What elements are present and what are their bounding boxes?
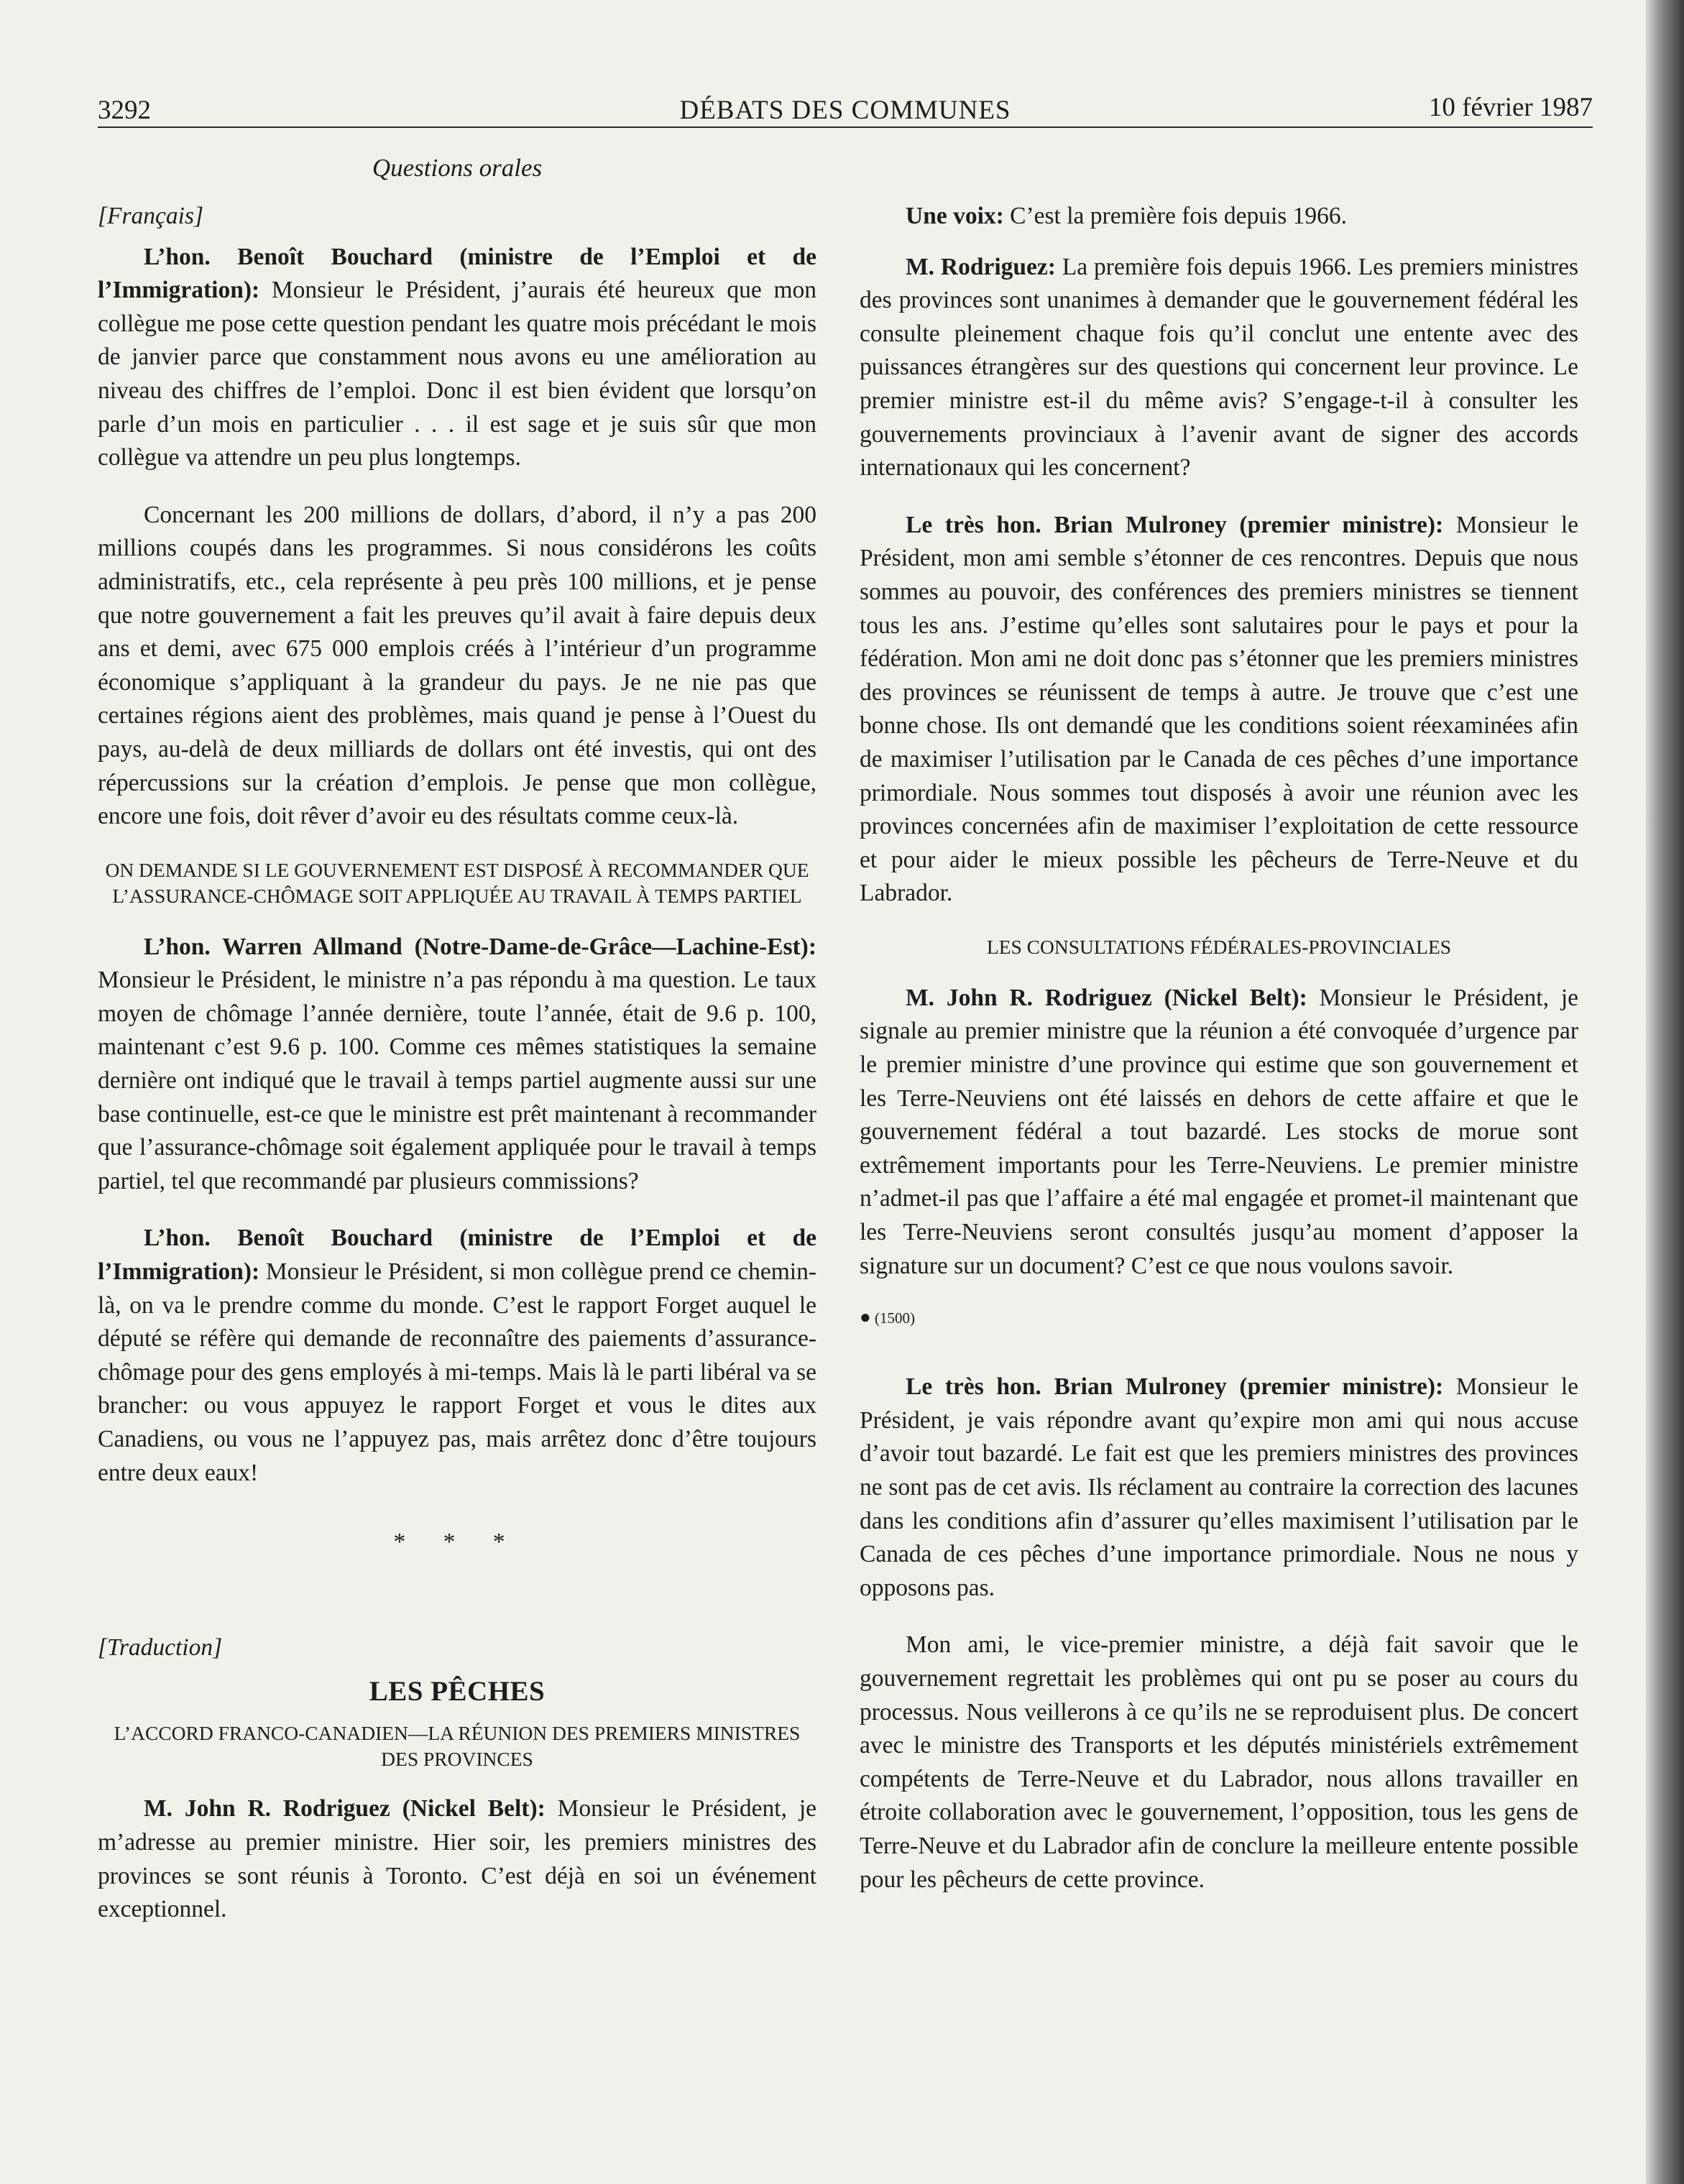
speech-text: Monsieur le Président, mon ami semble s’étonner de ces rencontres. Depuis que nous sommes au pouvoir, des conférences des premiers ministres se tiennent tous les ans. J’estime qu’elles sont salutaires pour le pays et pour la fédération. Mon ami ne doit donc pas s’étonner que les premiers ministres des provinces se réunissent de temps à autre. Je trouve que c’est une bonne chose. Ils ont demandé que les conditions soient réexaminées afin de maximiser l’utilisation par le Canada de ces pêches d’une importance primordiale. Nous sommes tout disposés à avoir une réunion avec les provinces concernées afin de maximiser l’exploitation de cette ressource et pour aider le mieux possible les pêcheurs de Terre-Neuve et du Labrador. — [860, 511, 1578, 907]
speaker-name: M. Rodriguez: — [906, 253, 1056, 280]
speech-text: Monsieur le Président, si mon collègue prend ce chemin-là, on va le prendre comme du monde. C’est le rapport Forget auquel le député se réfère qui demande de reconnaître des paiements d’assurance-chômage pour des gens employés à mi-temps. Mais là le parti libéral va se brancher: ou vous appuyez le rapport Forget et vous le dites aux Canadiens, ou vous ne l’appuyez pas, mais arrêtez donc d’être toujours entre deux eaux! — [98, 1258, 816, 1486]
speech-paragraph — [860, 1370, 1578, 1605]
speech-text: Monsieur le Président, j’aurais été heureux que mon collègue me pose cette question pendant les quatre mois précédant le mois de janvier parce que constamment nous avons eu une amélioration au niveau des chiffres de l’emploi. Donc il est bien évident que lorsqu’on parle d’un mois en particulier . . . il est sage et je suis sûr que mon collègue va attendre un peu plus longtemps. — [98, 277, 816, 471]
header-rule — [98, 126, 1593, 128]
speech-paragraph — [860, 982, 1578, 1283]
left-column — [98, 200, 816, 1950]
speech-paragraph: Concernant les 200 millions de dollars, d’abord, il n’y a pas 200 millions coupés dans les programmes. Si nous considérons les coûts administratifs, etc., cela représente à peu près 100 millions, et je pense que notre gouvernement a fait les preuves qu’il avait à faire depuis deux ans et demi, avec 675 000 emplois créés à l’intérieur d’un programme économique s’appliquant à la grandeur du pays. Je ne nie pas que certaines régions aient des problèmes, mais quand je pense à l’Ouest du pays, au-delà de deux milliards de dollars ont été investis, qui ont des répercussions sur la création d’emplois. Je pense que mon collègue, encore une fois, doit rêver d’avoir eu des résultats comme ceux-là. — [98, 501, 816, 830]
speaker-name: Une voix: — [906, 203, 1004, 229]
speech-paragraph — [98, 1792, 816, 1926]
speech-paragraph — [98, 931, 816, 1199]
book-page-edge — [1646, 0, 1684, 2184]
subtopic-heading: L’ACCORD FRANCO-CANADIEN—LA RÉUNION DES PREMIERS MINISTRES DES PROVINCES — [114, 1722, 801, 1771]
speaker-name: M. John R. Rodriguez (Nickel Belt): — [906, 984, 1307, 1011]
bullet-icon: ● — [860, 1307, 871, 1328]
speech-text: Monsieur le Président, je vais répondre avant qu’expire mon ami qui nous accuse d’avoir tout bazardé. Le fait est que les premiers ministres des provinces ne sont pas de cet avis. Ils réclament au contraire la correction des lacunes dans les conditions afin d’assurer qu’elles maximisent l’utilisation par le Canada de ces pêches d’une importance primordiale. Nous ne nous y opposons pas. — [860, 1373, 1578, 1601]
speech-paragraph — [860, 509, 1578, 911]
publication-title: DÉBATS DES COMMUNES — [679, 96, 1011, 125]
language-tag: [Français] — [98, 203, 204, 229]
speaker-name: Le très hon. Brian Mulroney (premier ministre): — [906, 511, 1444, 538]
speech-paragraph: Mon ami, le vice-premier ministre, a déjà fait savoir que le gouvernement regrettait les problèmes qui ont pu se poser au cours du processus. Nous veillerons à ce qu’ils ne se reproduisent plus. De concert avec le ministre des Transports et les députés ministériels extrêmement compétents de Terre-Neuve et du Labrador, nous allons travailler en étroite collaboration avec le gouvernement, l’opposition, tous les gens de Terre-Neuve et du Labrador afin de conclure la meilleure entente possible pour les pêcheurs de cette province. — [860, 1631, 1578, 1893]
speech-paragraph — [98, 1222, 816, 1490]
running-head — [98, 92, 1593, 128]
time-marker — [860, 1307, 1578, 1329]
topic-heading: ON DEMANDE SI LE GOUVERNEMENT EST DISPOSÉ À RECOMMANDER QUE L’ASSURANCE-CHÔMAGE SOIT APPLIQUÉE AU TRAVAIL À TEMPS PARTIEL — [105, 858, 809, 907]
speech-paragraph — [860, 200, 1578, 234]
section-subheading: Questions orales — [372, 154, 543, 182]
right-column — [860, 200, 1578, 1920]
sitting-date: 10 février 1987 — [1428, 93, 1593, 122]
speech-text: La première fois depuis 1966. Les premiers ministres des provinces sont unanimes à demander que le gouvernement fédéral les consulte pleinement chaque fois qu’il conclut une entente avec des puissances étrangères sur des questions qui concernent leur province. Le premier ministre est-il du même avis? S’engage-t-il à consulter les gouvernements provinciaux à l’avenir avant de signer des accords internationaux qui les concernent? — [860, 253, 1578, 482]
speech-paragraph — [98, 241, 816, 475]
speech-text: Monsieur le Président, je m’adresse au premier ministre. Hier soir, les premiers ministres des provinces se sont réunis à Toronto. C’est déjà en soi un événement exceptionnel. — [98, 1795, 817, 1923]
topic-heading: LES CONSULTATIONS FÉDÉRALES-PROVINCIALES — [986, 935, 1452, 958]
speaker-name: M. John R. Rodriguez (Nickel Belt): — [144, 1795, 546, 1823]
page-number: 3292 — [98, 96, 151, 125]
speaker-name: Le très hon. Brian Mulroney (premier ministre): — [906, 1373, 1444, 1401]
speaker-name: L’hon. Warren Allmand (Notre-Dame-de-Grâce—Lachine-Est): — [144, 933, 816, 960]
speech-paragraph — [860, 251, 1578, 485]
speaker-name: L’hon. Benoît Bouchard (ministre de l’Emploi et de l’Immigration): — [98, 1225, 816, 1286]
topic-title: LES PÊCHES — [369, 1676, 546, 1708]
language-tag: [Traduction] — [98, 1634, 223, 1661]
speech-text: C’est la première fois depuis 1966. — [1003, 203, 1348, 229]
speech-text: Monsieur le Président, le ministre n’a pas répondu à ma question. Le taux moyen de chômage l’année dernière, toute l’année, était de 9.6 p. 100, maintenant c’est 9.6 p. 100. Comme ces mêmes statistiques la semaine dernière ont indiqué que le travail à temps partiel augmente aussi sur une base continuelle, est-ce que le ministre est prêt maintenant à recommander que l’assurance-chômage soit également appliquée pour le travail à temps partiel, tel que recommandé par plusieurs commissions? — [98, 967, 816, 1194]
speech-text: Monsieur le Président, je signale au premier ministre que la réunion a été convoquée d’urgence par le premier ministre d’une province qui estime que son gouvernement et les Terre-Neuviens ont été laissés en dehors de cette affaire et que le gouvernement fédéral a tout bazardé. Les stocks de morue sont extrêmement importants pour les Terre-Neuviens. Le premier ministre n’admet-il pas que l’affaire a été mal engagée et promet-il maintenant que les Terre-Neuviens seront consultés jusqu’au moment d’apposer la signature sur un document? C’est ce que nous voulons savoir. — [860, 984, 1579, 1279]
speaker-name: L’hon. Benoît Bouchard (ministre de l’Emploi et de l’Immigration): — [98, 243, 816, 304]
section-divider: * * * — [393, 1529, 521, 1556]
time-marker-text: (1500) — [874, 1309, 915, 1327]
